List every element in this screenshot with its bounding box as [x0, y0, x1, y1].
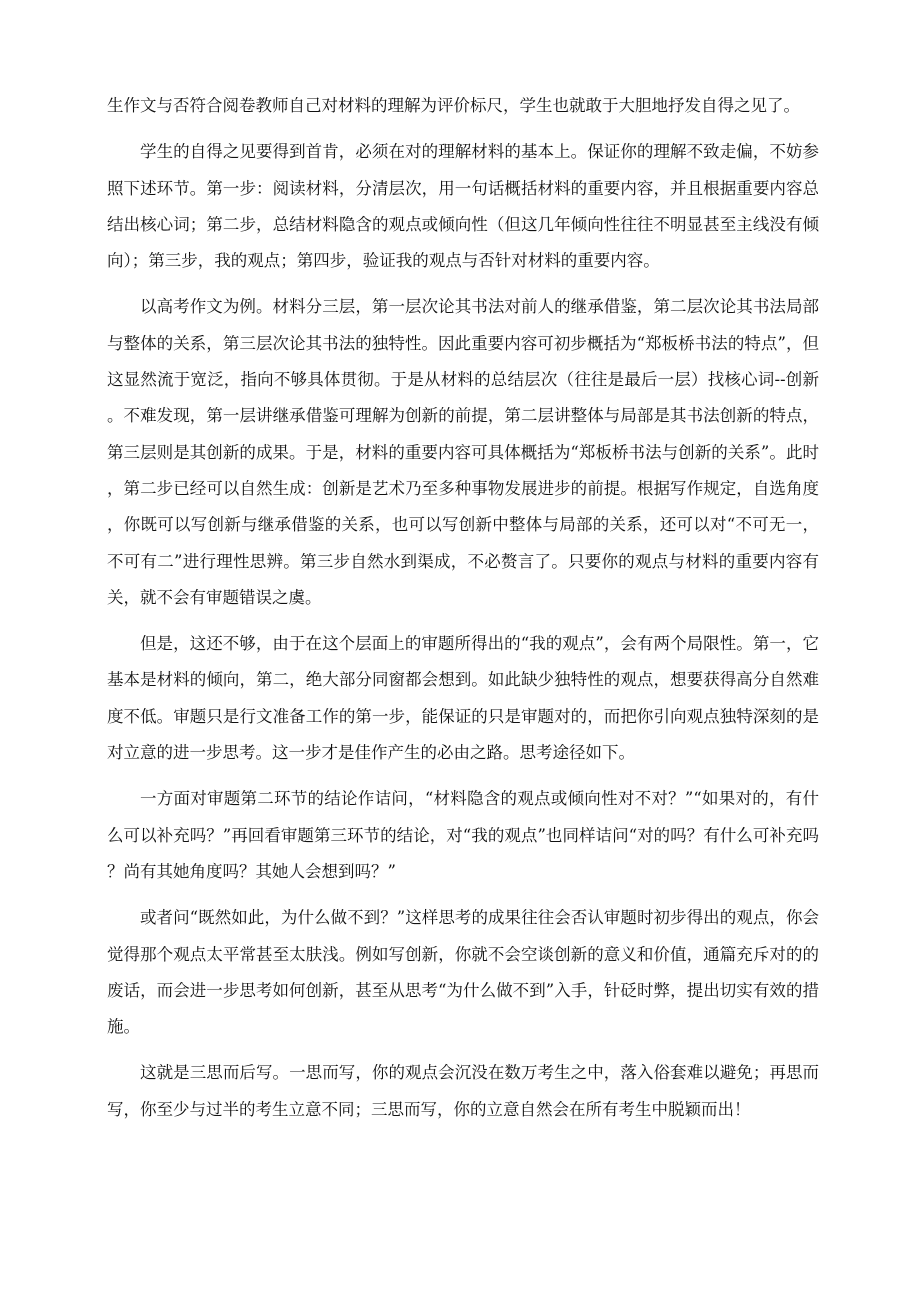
paragraph-continuation: 生作文与否符合阅卷教师自己对材料的理解为评价标尺，学生也就敢于大胆地抒发自得之见了。	[107, 96, 800, 115]
paragraph-understanding-steps: 学生的自得之见要得到首肯，必须在对的理解材料的基本上。保证你的理解不致走偏，不妨参照下述环节。第一步：阅读材料，分清层次，用一句话概括材料的重要内容，并且根据重要内容总结出核心词；第二步，总结材料隐含的观点或倾向性（但这几年倾向性往往不明显甚至主线没有倾向）；第三步，我的观点；第四步，验证我的观点与否针对材料的重要内容。	[107, 142, 819, 271]
paragraph-conclusion: 这就是三思而后写。一思而写，你的观点会沉没在数万考生之中，落入俗套难以避免；再思而写，你至少与过半的考生立意不同；三思而写，你的立意自然会在所有考生中脱颖而出！	[107, 1063, 819, 1119]
paragraph-questioning: 一方面对审题第二环节的结论作诘问，“材料隐含的观点或倾向性对不对？”“如果对的，有什么可以补充吗？”再回看审题第三环节的结论，对“我的观点”也同样诘问“对的吗？有什么可补充吗？尚有其她角度吗？其她人会想到吗？”	[107, 789, 819, 881]
paragraph-why-not: 或者问“既然如此，为什么做不到？”这样思考的成果往往会否认审题时初步得出的观点，你会觉得那个观点太平常甚至太肤浅。例如写创新，你就不会空谈创新的意义和价值，通篇充斥对的的废话，而会进一步思考如何创新，甚至从思考“为什么做不到”入手，针砭时弊，提出切实有效的措施。	[107, 908, 819, 1037]
document-page	[107, 88, 819, 1138]
paragraph-limitations: 但是，这还不够，由于在这个层面上的审题所得出的“我的观点”，会有两个局限性。第一，它基本是材料的倾向，第二，绝大部分同窗都会想到。如此缺少独特性的观点，想要获得高分自然难度不低。审题只是行文准备工作的第一步，能保证的只是审题对的，而把你引向观点独特深刻的是对立意的进一步思考。这一步才是佳作产生的必由之路。思考途径如下。	[107, 634, 819, 763]
paragraph-example: 以高考作文为例。材料分三层，第一层次论其书法对前人的继承借鉴，第二层次论其书法局部与整体的关系，第三层次论其书法的独特性。因此重要内容可初步概括为“郑板桥书法的特点”，但这显然流于宽泛，指向不够具体贯彻。于是从材料的总结层次（往往是最后一层）找核心词--创新。不难发现，第一层讲继承借鉴可理解为创新的前提，第二层讲整体与局部是其书法创新的特点，第三层则是其创新的成果。于是，材料的重要内容可具体概括为“郑板桥书法与创新的关系”。此时，第二步已经可以自然生成：创新是艺术乃至多种事物发展进步的前提。根据写作规定，自选角度，你既可以写创新与继承借鉴的关系，也可以写创新中整体与局部的关系，还可以对“不可无一，不可有二”进行理性思辨。第三步自然水到渠成，不必赘言了。只要你的观点与材料的重要内容有关，就不会有审题错误之虞。	[107, 297, 819, 607]
